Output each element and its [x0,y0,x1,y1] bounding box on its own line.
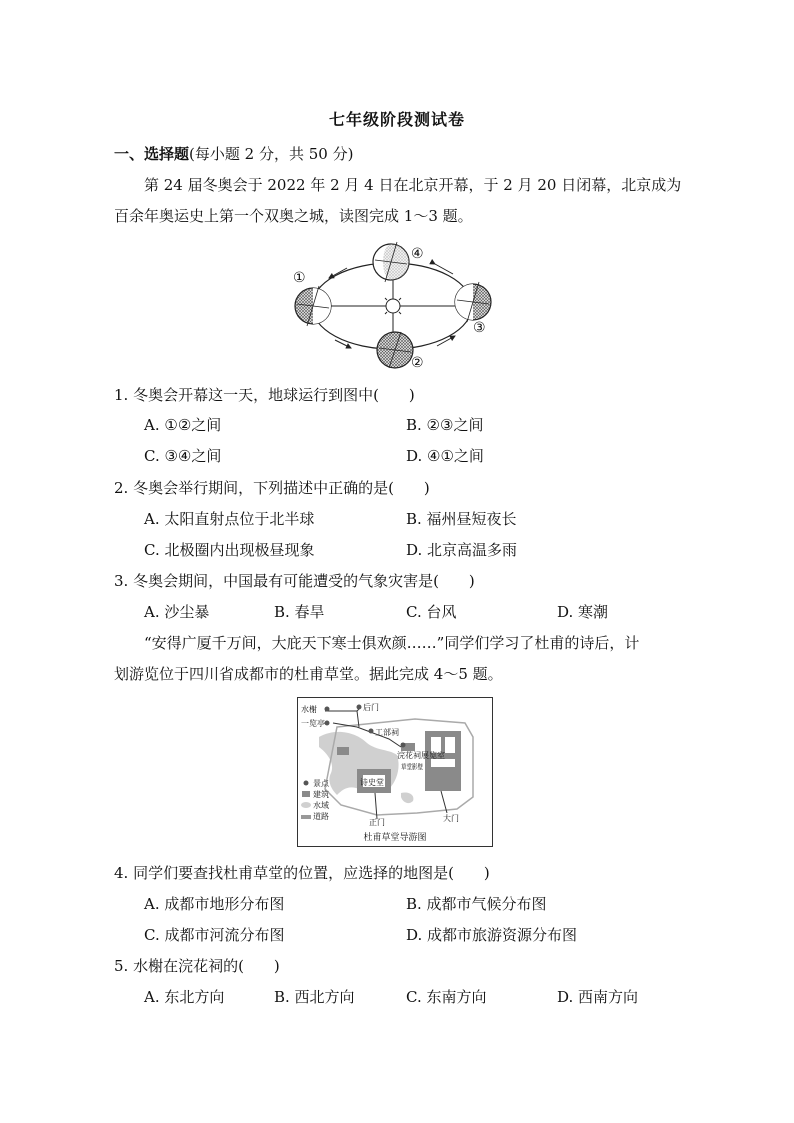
orbit-label-4: ④ [411,246,424,262]
question-4-option-a[interactable]: A. 成都市地形分布图 [144,895,285,913]
earth-icon [373,242,409,282]
question-4-stem: 4. 同学们要查找杜甫草堂的位置，应选择的地图是( ) [114,864,490,882]
orbit-label-2: ② [411,355,424,371]
question-2-stem: 2. 冬奥会举行期间，下列描述中正确的是( ) [114,479,430,497]
legend-building: 建筑 [313,790,329,799]
question-5-option-b[interactable]: B. 西北方向 [274,988,355,1006]
question-3-stem: 3. 冬奥会期间，中国最有可能遭受的气象灾害是( ) [114,572,475,590]
map-caption: 杜甫草堂导游图 [363,833,427,843]
place-yingbi: 草堂影壁 [401,763,429,771]
spot-icon [357,705,362,710]
dufu-cottage-map [297,697,493,847]
earth-icon [295,286,331,326]
spot-icon [401,743,406,748]
place-houmen: 后门 [363,703,379,712]
place-shishitang: 诗史堂 [360,778,384,787]
question-2-option-d[interactable]: D. 北京高温多雨 [406,541,518,559]
orbit-label-1: ① [293,270,306,286]
question-1-option-a[interactable]: A. ①②之间 [144,416,222,434]
earth-icon [455,282,491,322]
place-yilanting: 一览亭 [301,719,325,728]
question-5-option-c[interactable]: C. 东南方向 [406,988,487,1006]
question-1-stem: 1. 冬奥会开幕这一天，地球运行到图中( ) [114,386,415,404]
section-note: (每小题 2 分，共 50 分) [189,145,354,163]
passage2-line1: “安得广厦千万间，大庇天下寒士俱欢颜……”同学们学习了杜甫的诗后，计 [144,634,640,652]
question-4-option-c[interactable]: C. 成都市河流分布图 [144,926,285,944]
small-building [337,747,349,755]
place-gongbuci: 工部祠 [375,728,399,737]
exhibition-hall-building [425,731,461,791]
question-1-option-d[interactable]: D. ④①之间 [406,447,484,465]
place-zhengmen: 正门 [369,818,385,827]
orbit-label-3: ③ [473,320,486,336]
spot-icon [369,729,374,734]
spot-icon [325,721,330,726]
question-5-option-a[interactable]: A. 东北方向 [144,988,225,1006]
question-3-option-c[interactable]: C. 台风 [406,603,457,621]
question-5-option-d[interactable]: D. 西南方向 [557,988,639,1006]
question-4-option-b[interactable]: B. 成都市气候分布图 [406,895,547,913]
place-zhanlanshi: 展览室 [421,751,445,760]
legend-water: 水域 [313,801,329,810]
question-1-option-b[interactable]: B. ②③之间 [406,416,484,434]
spot-icon [325,707,330,712]
section-heading [114,143,353,164]
question-4-option-d[interactable]: D. 成都市旅游资源分布图 [406,926,578,944]
question-3-option-a[interactable]: A. 沙尘暴 [144,603,210,621]
earth-icon [377,332,413,368]
passage2-line2: 划游览位于四川省成都市的杜甫草堂。据此完成 4～5 题。 [114,665,503,683]
place-huanhuaci: 浣花祠 [397,751,421,760]
passage1-line2: 百余年奥运史上第一个双奥之城，读图完成 1～3 题。 [114,207,473,225]
legend-road: 道路 [313,812,329,821]
passage1-line1: 第 24 届冬奥会于 2022 年 2 月 4 日在北京开幕，于 2 月 20 日闭幕，北京成为 [144,176,682,194]
page-title: 七年级阶段测试卷 [328,110,465,129]
question-2-option-b[interactable]: B. 福州昼短夜长 [406,510,517,528]
place-damen: 大门 [443,814,459,823]
question-3-option-b[interactable]: B. 春旱 [274,603,325,621]
orbit-arrow [335,340,351,348]
question-3-option-d[interactable]: D. 寒潮 [557,603,609,621]
orbit-arrow [329,268,347,278]
question-2-option-a[interactable]: A. 太阳直射点位于北半球 [144,510,315,528]
orbit-arrow [435,264,453,274]
question-5-stem: 5. 水榭在浣花祠的( ) [114,957,280,975]
place-shuixie: 水榭 [301,705,317,714]
earth-orbit-figure [285,236,507,376]
section-title: 一、选择题 [114,145,190,163]
legend-spot: 景点 [313,779,329,788]
question-2-option-c[interactable]: C. 北极圈内出现极昼现象 [144,541,315,559]
question-1-option-c[interactable]: C. ③④之间 [144,447,222,465]
